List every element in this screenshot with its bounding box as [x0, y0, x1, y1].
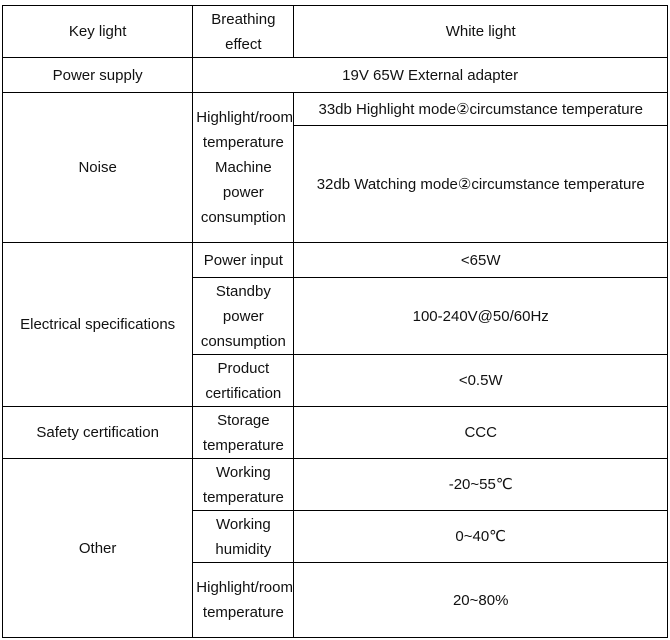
- product-cert-value: <0.5W: [294, 355, 668, 407]
- highlight-room-label: Highlight/room temperature: [193, 563, 294, 638]
- noise-label: Noise: [3, 93, 193, 243]
- standby-label: Standby power consumption: [193, 278, 294, 355]
- electrical-label: Electrical specifications: [3, 243, 193, 407]
- noise-value-highlight: 33db Highlight mode②circumstance temperature: [294, 93, 668, 126]
- header-row: [3, 6, 668, 58]
- spec-table: [2, 5, 668, 638]
- product-cert-label: Product certification: [193, 355, 294, 407]
- table-row: [3, 58, 668, 93]
- standby-value: 100-240V@50/60Hz: [294, 278, 668, 355]
- storage-temp-label: Storage temperature: [193, 407, 294, 459]
- header-white-light: White light: [294, 6, 668, 58]
- power-input-label: Power input: [193, 243, 294, 278]
- safety-value: CCC: [294, 407, 668, 459]
- working-humidity-value: 0~40℃: [294, 511, 668, 563]
- power-supply-value: 19V 65W External adapter: [193, 58, 668, 93]
- working-humidity-label: Working humidity: [193, 511, 294, 563]
- safety-label: Safety certification: [3, 407, 193, 459]
- other-label: Other: [3, 459, 193, 638]
- table-row: [3, 407, 668, 459]
- noise-sub-label: Highlight/room temperature Machine power consumption: [193, 93, 294, 243]
- working-temp-label: Working temperature: [193, 459, 294, 511]
- power-supply-label: Power supply: [3, 58, 193, 93]
- table-row: [3, 93, 668, 126]
- header-breathing-effect: Breathing effect: [193, 6, 294, 58]
- noise-value-watching: 32db Watching mode②circumstance temperature: [294, 126, 668, 243]
- power-input-value: <65W: [294, 243, 668, 278]
- highlight-room-value: 20~80%: [294, 563, 668, 638]
- header-key-light: Key light: [3, 6, 193, 58]
- working-temp-value: -20~55℃: [294, 459, 668, 511]
- table-row: [3, 243, 668, 278]
- table-row: [3, 459, 668, 511]
